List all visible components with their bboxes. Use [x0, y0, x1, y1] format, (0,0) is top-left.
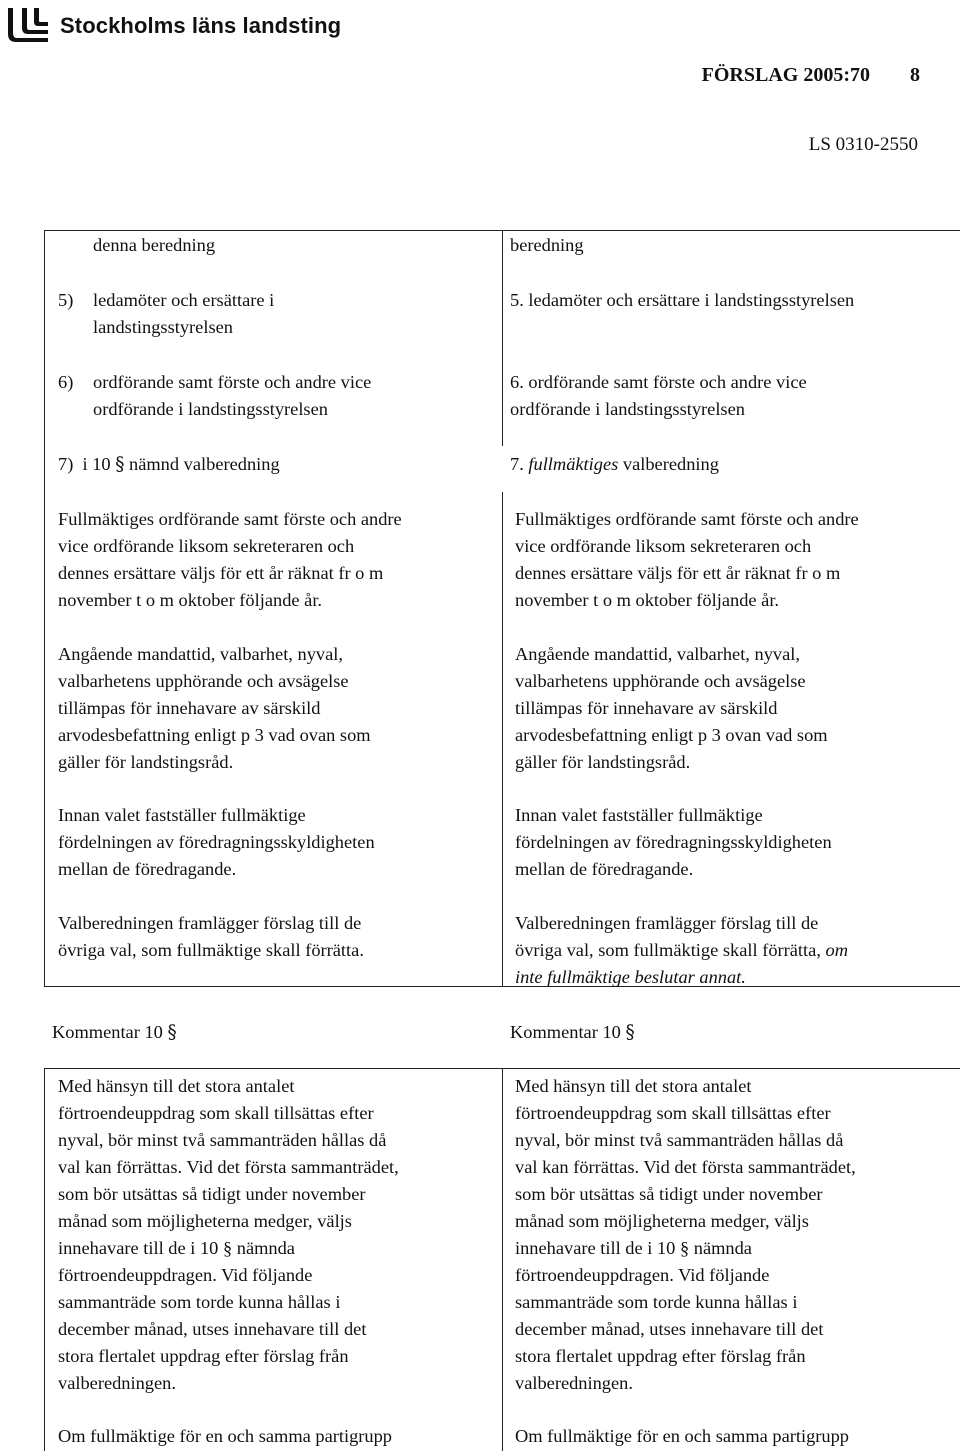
right-row-beredning: beredning — [510, 235, 584, 255]
table-top-divider — [502, 230, 503, 446]
text-line: övriga val, som fullmäktige skall förrätta. — [58, 940, 364, 960]
table-bottom-divider — [502, 1068, 503, 1451]
text-line: Innan valet fastställer fullmäktige — [515, 805, 763, 825]
text-line: sammanträde som torde kunna hållas i — [515, 1292, 798, 1312]
text-line: vice ordförande liksom sekreteraren och — [58, 536, 355, 556]
right-item-7-italic: fullmäktiges — [528, 454, 619, 474]
text-line: stora flertalet uppdrag efter förslag från — [515, 1346, 806, 1366]
kommentar-label-text: Kommentar 10 — [52, 1022, 168, 1042]
kommentar-left-label — [52, 1019, 177, 1046]
text-line: december månad, utses innehavare till det — [515, 1319, 824, 1339]
text-line: som bör utsättas så tidigt under november — [515, 1184, 823, 1204]
text-line: månad som möjligheterna medger, väljs — [515, 1211, 809, 1231]
text-line: Fullmäktiges ordförande samt förste och andre — [58, 509, 402, 529]
text-line: förtroendeuppdragen. Vid följande — [515, 1265, 770, 1285]
left-row-beredning: denna beredning — [93, 235, 216, 255]
text-line: Fullmäktiges ordförande samt förste och andre — [515, 509, 859, 529]
left-item-5-line1: ledamöter och ersättare i — [93, 290, 275, 310]
text-line: förtroendeuppdrag som skall tillsättas efter — [515, 1103, 831, 1123]
text-italic-addition: inte fullmäktige beslutar annat. — [515, 967, 746, 987]
right-item-6-line1: 6. ordförande samt förste och andre vice — [510, 372, 807, 392]
text-line: Med hänsyn till det stora antalet — [58, 1076, 295, 1096]
right-item-7-number: 7. — [510, 454, 529, 474]
left-item-7-suffix: nämnd valberedning — [124, 454, 280, 474]
text-line: som bör utsättas så tidigt under november — [58, 1184, 366, 1204]
text-line — [515, 937, 848, 964]
text-line: arvodesbefattning enligt p 3 vad ovan som — [58, 725, 371, 745]
section-sign: § — [625, 1022, 635, 1043]
table-bottom-divider — [502, 492, 503, 987]
text-line: Angående mandattid, valbarhet, nyval, — [515, 644, 800, 664]
text-line: stora flertalet uppdrag efter förslag från — [58, 1346, 349, 1366]
text-line: valberedningen. — [58, 1373, 176, 1393]
text-line: tillämpas för innehavare av särskild — [515, 698, 778, 718]
text-line: förtroendeuppdrag som skall tillsättas efter — [58, 1103, 374, 1123]
text-plain: övriga val, som fullmäktige skall förrätta, — [515, 940, 821, 960]
left-item-6-line1: ordförande samt förste och andre vice — [93, 372, 372, 392]
text-line: tillämpas för innehavare av särskild — [58, 698, 321, 718]
left-item-6-line2: ordförande i landstingsstyrelsen — [93, 399, 328, 419]
text-line: fördelningen av föredragningsskyldigheten — [515, 832, 832, 852]
landsting-emblem-icon — [4, 6, 52, 46]
landsting-logo — [4, 6, 341, 46]
text-line: mellan de föredragande. — [58, 859, 237, 879]
text-line: Om fullmäktige för en och samma partigrupp — [515, 1426, 850, 1446]
text-line: valbarhetens upphörande och avsägelse — [515, 671, 806, 691]
text-line: Angående mandattid, valbarhet, nyval, — [58, 644, 343, 664]
right-item-7-rest: valberedning — [618, 454, 719, 474]
text-line: Om fullmäktige för en och samma partigrupp — [58, 1426, 393, 1446]
right-item-5: 5. ledamöter och ersättare i landstingsstyrelsen — [510, 290, 855, 310]
left-item-5-line2: landstingsstyrelsen — [93, 317, 233, 337]
text-line: november t o m oktober följande år. — [515, 590, 780, 610]
kommentar-label-text: Kommentar 10 — [510, 1022, 626, 1042]
left-item-7-prefix: 7) i 10 — [58, 454, 116, 474]
section-sign: § — [167, 1022, 177, 1043]
text-line: gäller för landstingsråd. — [515, 752, 691, 772]
text-line: sammanträde som torde kunna hållas i — [58, 1292, 341, 1312]
text-line: dennes ersättare väljs för ett år räknat fr o m — [58, 563, 384, 583]
left-item-5-number: 5) — [58, 290, 74, 310]
text-line: innehavare till de i 10 § nämnda — [515, 1238, 752, 1258]
text-line: fördelningen av föredragningsskyldigheten — [58, 832, 375, 852]
document-reference: LS 0310-2550 — [808, 134, 918, 155]
text-line: arvodesbefattning enligt p 3 ovan vad som — [515, 725, 828, 745]
right-item-7 — [510, 451, 719, 478]
right-item-6-line2: ordförande i landstingsstyrelsen — [510, 399, 745, 419]
text-line: innehavare till de i 10 § nämnda — [58, 1238, 295, 1258]
text-line: vice ordförande liksom sekreteraren och — [515, 536, 812, 556]
text-line: Valberedningen framlägger förslag till de — [515, 913, 819, 933]
text-italic-addition: om — [820, 940, 848, 960]
text-line: valberedningen. — [515, 1373, 633, 1393]
left-item-6-number: 6) — [58, 372, 74, 392]
text-line: Innan valet fastställer fullmäktige — [58, 805, 306, 825]
text-line: förtroendeuppdragen. Vid följande — [58, 1265, 313, 1285]
text-line: nyval, bör minst två sammanträden hållas då — [515, 1130, 844, 1150]
section-sign: § — [115, 454, 125, 475]
text-line: nyval, bör minst två sammanträden hållas då — [58, 1130, 387, 1150]
text-line: dennes ersättare väljs för ett år räknat fr o m — [515, 563, 841, 583]
text-line: Valberedningen framlägger förslag till de — [58, 913, 362, 933]
text-line: Med hänsyn till det stora antalet — [515, 1076, 752, 1096]
text-line: val kan förrättas. Vid det första sammanträdet, — [58, 1157, 399, 1177]
text-line: gäller för landstingsråd. — [58, 752, 234, 772]
document-title: FÖRSLAG 2005:70 8 — [701, 64, 920, 86]
text-line: valbarhetens upphörande och avsägelse — [58, 671, 349, 691]
text-line: december månad, utses innehavare till det — [58, 1319, 367, 1339]
kommentar-right-label — [510, 1019, 635, 1046]
text-line: mellan de föredragande. — [515, 859, 694, 879]
text-line: månad som möjligheterna medger, väljs — [58, 1211, 352, 1231]
text-line: val kan förrättas. Vid det första sammanträdet, — [515, 1157, 856, 1177]
left-item-7 — [58, 451, 280, 478]
text-line: november t o m oktober följande år. — [58, 590, 323, 610]
logo-text: Stockholms läns landsting — [60, 13, 342, 38]
